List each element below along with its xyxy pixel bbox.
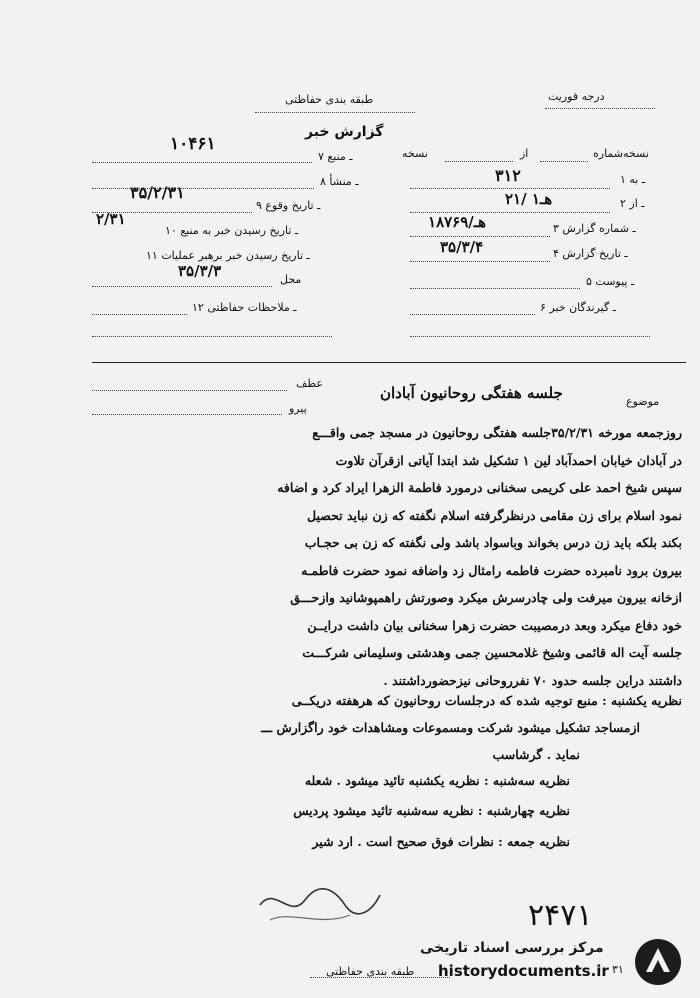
body-line: در آبادان خیابان احمدآباد لین ۱ تشکیل شد ابتدا آیاتی ازقرآن تلاوت xyxy=(335,452,682,468)
body-line: ازخانه بیرون میرفت ولی چادرسرش میکرد وصورتش راهمپوشانید وازحـــق xyxy=(290,590,682,605)
body-line: روزجمعه مورخه ۳۵/۲/۳۱جلسه هفتگی روحانیون در مسجد جمی واقـــع xyxy=(312,425,682,440)
ops-date-label: ۱۱ ـ تاریخ رسیدن خبر برهبر عملیات xyxy=(146,249,310,262)
opinion-line: نظریه یکشنبه : منبع توجیه شده که درجلسات روحانیون که هرهفته دریکــی xyxy=(291,693,682,708)
reference-line xyxy=(92,390,287,391)
watermark-logo-icon xyxy=(632,936,684,988)
signature-scribble xyxy=(250,875,390,935)
opinion-line: نظریه چهارشنبه : نظریه سه‌شنبه تائید میشود پردیس xyxy=(293,803,570,818)
attachment-line xyxy=(410,288,580,289)
body-line: بیرون برود نامبرده حضرت فاطمه رامثال زد واضافه نمود حضرت فاطمـه xyxy=(301,562,682,578)
recipients-label: ۶ ـ گیرندگان خبر xyxy=(540,301,616,314)
event-date-label: ۹ ـ تاریخ وقوع xyxy=(256,199,321,212)
body-line: سپس شیخ احمد علی کریمی سخنانی درمورد فاطمة الزهرا ایراد کرد و اضافه xyxy=(277,480,682,495)
page-mark: ۳۱ xyxy=(612,963,624,976)
place-label: محل xyxy=(280,273,302,286)
recipients-line-2 xyxy=(410,336,650,337)
opinion-line: نماید . گرشاسب xyxy=(492,747,580,762)
reference-label: عطف xyxy=(296,377,323,390)
urgency-label: درجه فوریت xyxy=(548,90,605,103)
report-date-line xyxy=(410,261,550,262)
subject-label: موضوع xyxy=(626,395,660,408)
copy-number-label: نسخه‌شماره xyxy=(593,147,649,160)
report-title: گزارش خبر xyxy=(305,124,384,140)
copies-label: نسخه xyxy=(402,147,428,160)
origin-label: ۸ ـ منشأ xyxy=(320,175,359,188)
source-line xyxy=(92,162,312,163)
receipt-date-label: ۱۰ ـ تاریخ رسیدن خبر به منبع xyxy=(165,224,299,237)
source-label: ۷ ـ منبع xyxy=(318,150,353,163)
copy-number-line xyxy=(540,161,588,162)
body-line: خود دفاع میکرد وبعد درمصیبت حضرت زهرا سخنانی بیان داشت درایــن xyxy=(307,617,682,633)
notes-label: ۱۲ ـ ملاحظات حفاظتی xyxy=(192,301,297,314)
classification-label: طبقه بندی حفاظتی xyxy=(285,93,374,106)
recipients-line xyxy=(410,314,535,315)
subject-value: جلسه هفتگی روحانیون آبادان xyxy=(380,384,563,402)
body-line: جلسه آیت اله قائمی وشیخ غلامحسین جمی وهدشتی وسلیمانی شرکـــت xyxy=(302,645,682,660)
to-value: ۳۱۲ xyxy=(495,166,521,185)
opinion-line: نظریه سه‌شنبه : نظریه یکشنبه تائید میشود . شعله xyxy=(304,773,570,788)
source-value: ۱۰۴۶۱ xyxy=(170,134,216,154)
of-label: از xyxy=(520,147,529,160)
follow-label: پیرو xyxy=(289,402,307,415)
notes-line-2 xyxy=(92,336,332,337)
receipt-date-value: ۲/۳۱ xyxy=(96,210,126,228)
report-date-value: ۳۵/۳/۴ xyxy=(440,238,484,256)
footer-classification: طبقه بندی حفاظتی xyxy=(326,965,415,978)
to-label: ۱ ـ به xyxy=(620,173,646,186)
body-line: بکند بلکه باید زن درس بخواند وباسواد باشد ولی نگفته که زن بی حجـاب xyxy=(304,535,682,550)
place-line xyxy=(92,286,272,287)
opinion-line: نظریه جمعه : نظرات فوق صحیح است . ارد شیر xyxy=(312,834,570,849)
to-line xyxy=(410,188,610,189)
from-value: ۲۱/ هـ۱ xyxy=(505,190,553,208)
origin-line xyxy=(92,188,314,189)
follow-line xyxy=(92,414,282,415)
opinion-line: ازمساجد تشکیل میشود شرکت ومسموعات ومشاهدات خود راگزارش ـــ xyxy=(261,720,640,735)
notes-line xyxy=(92,314,187,315)
report-date-label: ۴ ـ تاریخ گزارش xyxy=(553,247,628,260)
handwritten-number: ۲۴۷۱ xyxy=(528,898,593,933)
attachment-label: ۵ ـ پیوست xyxy=(586,275,635,288)
of-line xyxy=(445,161,513,162)
report-number-value: ۱هـ/۸۷۶۹ xyxy=(428,213,487,231)
from-label: ۲ ـ از xyxy=(620,197,645,210)
classification-line xyxy=(255,112,415,113)
watermark-title: مرکز بررسی اسناد تاریخی xyxy=(420,940,604,956)
body-line: نمود اسلام برای زن مقامی درنظرگرفته اسلام نگفته که زن نباید تحصیل xyxy=(307,507,682,523)
ops-date-value: ۳۵/۳/۳ xyxy=(178,262,222,280)
report-number-line xyxy=(410,236,550,237)
urgency-line xyxy=(545,108,655,109)
watermark-url: historydocuments.ir xyxy=(438,962,609,980)
report-number-label: ۳ ـ شماره گزارش xyxy=(553,222,636,235)
event-date-value: ۳۵/۲/۳۱ xyxy=(130,183,185,202)
separator-top xyxy=(92,362,686,363)
body-line: داشتند دراین جلسه حدود ۷۰ نفرروحانی نیزحضورداشتند . xyxy=(383,672,682,688)
